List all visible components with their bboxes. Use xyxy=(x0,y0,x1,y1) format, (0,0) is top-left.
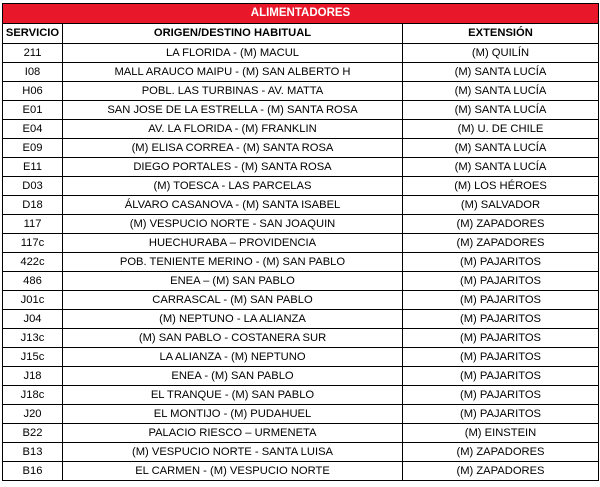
table-row xyxy=(3,272,599,291)
extension-cell: (M) SANTA LUCÍA xyxy=(403,63,599,82)
servicio-cell: B22 xyxy=(3,424,63,443)
table-row xyxy=(3,424,599,443)
origen-destino-cell: (M) ELISA CORREA - (M) SANTA ROSA xyxy=(63,139,403,158)
extension-cell: (M) QUILÍN xyxy=(403,44,599,63)
title-row xyxy=(3,4,599,24)
origen-destino-cell: HUECHURABA – PROVIDENCIA xyxy=(63,234,403,253)
origen-destino-cell: ÁLVARO CASANOVA - (M) SANTA ISABEL xyxy=(63,196,403,215)
extension-cell: (M) PAJARITOS xyxy=(403,272,599,291)
servicio-cell: D18 xyxy=(3,196,63,215)
extension-cell: (M) SALVADOR xyxy=(403,196,599,215)
origen-destino-cell: DIEGO PORTALES - (M) SANTA ROSA xyxy=(63,158,403,177)
table-row xyxy=(3,158,599,177)
table-body xyxy=(3,44,599,481)
extension-cell: (M) SANTA LUCÍA xyxy=(403,139,599,158)
table-row xyxy=(3,329,599,348)
servicio-cell: J01c xyxy=(3,291,63,310)
table-title: ALIMENTADORES xyxy=(3,4,599,24)
table-row xyxy=(3,462,599,481)
servicio-cell: 117 xyxy=(3,215,63,234)
origen-destino-cell: ENEA - (M) SAN PABLO xyxy=(63,367,403,386)
servicio-cell: B13 xyxy=(3,443,63,462)
extension-cell: (M) PAJARITOS xyxy=(403,329,599,348)
extension-cell: (M) U. DE CHILE xyxy=(403,120,599,139)
table-row xyxy=(3,82,599,101)
servicio-cell: 117c xyxy=(3,234,63,253)
extension-cell: (M) PAJARITOS xyxy=(403,291,599,310)
alimentadores-table xyxy=(2,3,599,481)
origen-destino-cell: (M) VESPUCIO NORTE - SAN JOAQUIN xyxy=(63,215,403,234)
origen-destino-cell: (M) SAN PABLO - COSTANERA SUR xyxy=(63,329,403,348)
extension-cell: (M) PAJARITOS xyxy=(403,310,599,329)
extension-cell: (M) SANTA LUCÍA xyxy=(403,158,599,177)
table-row xyxy=(3,405,599,424)
table-row xyxy=(3,291,599,310)
servicio-cell: I08 xyxy=(3,63,63,82)
table-row xyxy=(3,215,599,234)
servicio-cell: H06 xyxy=(3,82,63,101)
servicio-cell: J18 xyxy=(3,367,63,386)
table-row xyxy=(3,234,599,253)
servicio-cell: B16 xyxy=(3,462,63,481)
table-row xyxy=(3,196,599,215)
origen-destino-cell: SAN JOSE DE LA ESTRELLA - (M) SANTA ROSA xyxy=(63,101,403,120)
extension-cell: (M) ZAPADORES xyxy=(403,234,599,253)
servicio-cell: J15c xyxy=(3,348,63,367)
servicio-cell: E01 xyxy=(3,101,63,120)
extension-cell: (M) PAJARITOS xyxy=(403,348,599,367)
origen-destino-cell: EL CARMEN - (M) VESPUCIO NORTE xyxy=(63,462,403,481)
servicio-cell: J18c xyxy=(3,386,63,405)
origen-destino-cell: (M) TOESCA - LAS PARCELAS xyxy=(63,177,403,196)
origen-destino-cell: MALL ARAUCO MAIPU - (M) SAN ALBERTO H xyxy=(63,63,403,82)
extension-cell: (M) ZAPADORES xyxy=(403,462,599,481)
servicio-cell: E09 xyxy=(3,139,63,158)
servicio-cell: E11 xyxy=(3,158,63,177)
servicio-cell: 211 xyxy=(3,44,63,63)
extension-cell: (M) PAJARITOS xyxy=(403,367,599,386)
servicio-cell: J04 xyxy=(3,310,63,329)
extension-cell: (M) LOS HÉROES xyxy=(403,177,599,196)
table-row xyxy=(3,310,599,329)
extension-cell: (M) SANTA LUCÍA xyxy=(403,101,599,120)
table-row xyxy=(3,443,599,462)
extension-cell: (M) ZAPADORES xyxy=(403,215,599,234)
table-row xyxy=(3,367,599,386)
extension-cell: (M) ZAPADORES xyxy=(403,443,599,462)
table-row xyxy=(3,63,599,82)
table-wrapper xyxy=(2,3,598,481)
origen-destino-cell: PALACIO RIESCO – URMENETA xyxy=(63,424,403,443)
origen-destino-cell: CARRASCAL - (M) SAN PABLO xyxy=(63,291,403,310)
origen-destino-cell: LA FLORIDA - (M) MACUL xyxy=(63,44,403,63)
origen-destino-cell: ENEA – (M) SAN PABLO xyxy=(63,272,403,291)
servicio-cell: J13c xyxy=(3,329,63,348)
table-row xyxy=(3,101,599,120)
origen-destino-cell: EL TRANQUE - (M) SAN PABLO xyxy=(63,386,403,405)
table-row xyxy=(3,348,599,367)
extension-cell: (M) SANTA LUCÍA xyxy=(403,82,599,101)
table-row xyxy=(3,386,599,405)
header-row xyxy=(3,24,599,44)
origen-destino-cell: POBL. LAS TURBINAS - AV. MATTA xyxy=(63,82,403,101)
origen-destino-cell: (M) NEPTUNO - LA ALIANZA xyxy=(63,310,403,329)
table-row xyxy=(3,253,599,272)
extension-cell: (M) PAJARITOS xyxy=(403,253,599,272)
origen-destino-cell: EL MONTIJO - (M) PUDAHUEL xyxy=(63,405,403,424)
origen-destino-cell: POB. TENIENTE MERINO - (M) SAN PABLO xyxy=(63,253,403,272)
table-row xyxy=(3,120,599,139)
servicio-cell: D03 xyxy=(3,177,63,196)
table-row xyxy=(3,44,599,63)
extension-cell: (M) PAJARITOS xyxy=(403,405,599,424)
servicio-cell: J20 xyxy=(3,405,63,424)
extension-cell: (M) EINSTEIN xyxy=(403,424,599,443)
origen-destino-cell: LA ALIANZA - (M) NEPTUNO xyxy=(63,348,403,367)
origen-destino-cell: (M) VESPUCIO NORTE - SANTA LUISA xyxy=(63,443,403,462)
table-row xyxy=(3,139,599,158)
table-row xyxy=(3,177,599,196)
header-origen-destino: ORIGEN/DESTINO HABITUAL xyxy=(63,24,403,44)
header-extension: EXTENSIÓN xyxy=(403,24,599,44)
servicio-cell: 486 xyxy=(3,272,63,291)
extension-cell: (M) PAJARITOS xyxy=(403,386,599,405)
origen-destino-cell: AV. LA FLORIDA - (M) FRANKLIN xyxy=(63,120,403,139)
header-servicio: SERVICIO xyxy=(3,24,63,44)
servicio-cell: 422c xyxy=(3,253,63,272)
servicio-cell: E04 xyxy=(3,120,63,139)
